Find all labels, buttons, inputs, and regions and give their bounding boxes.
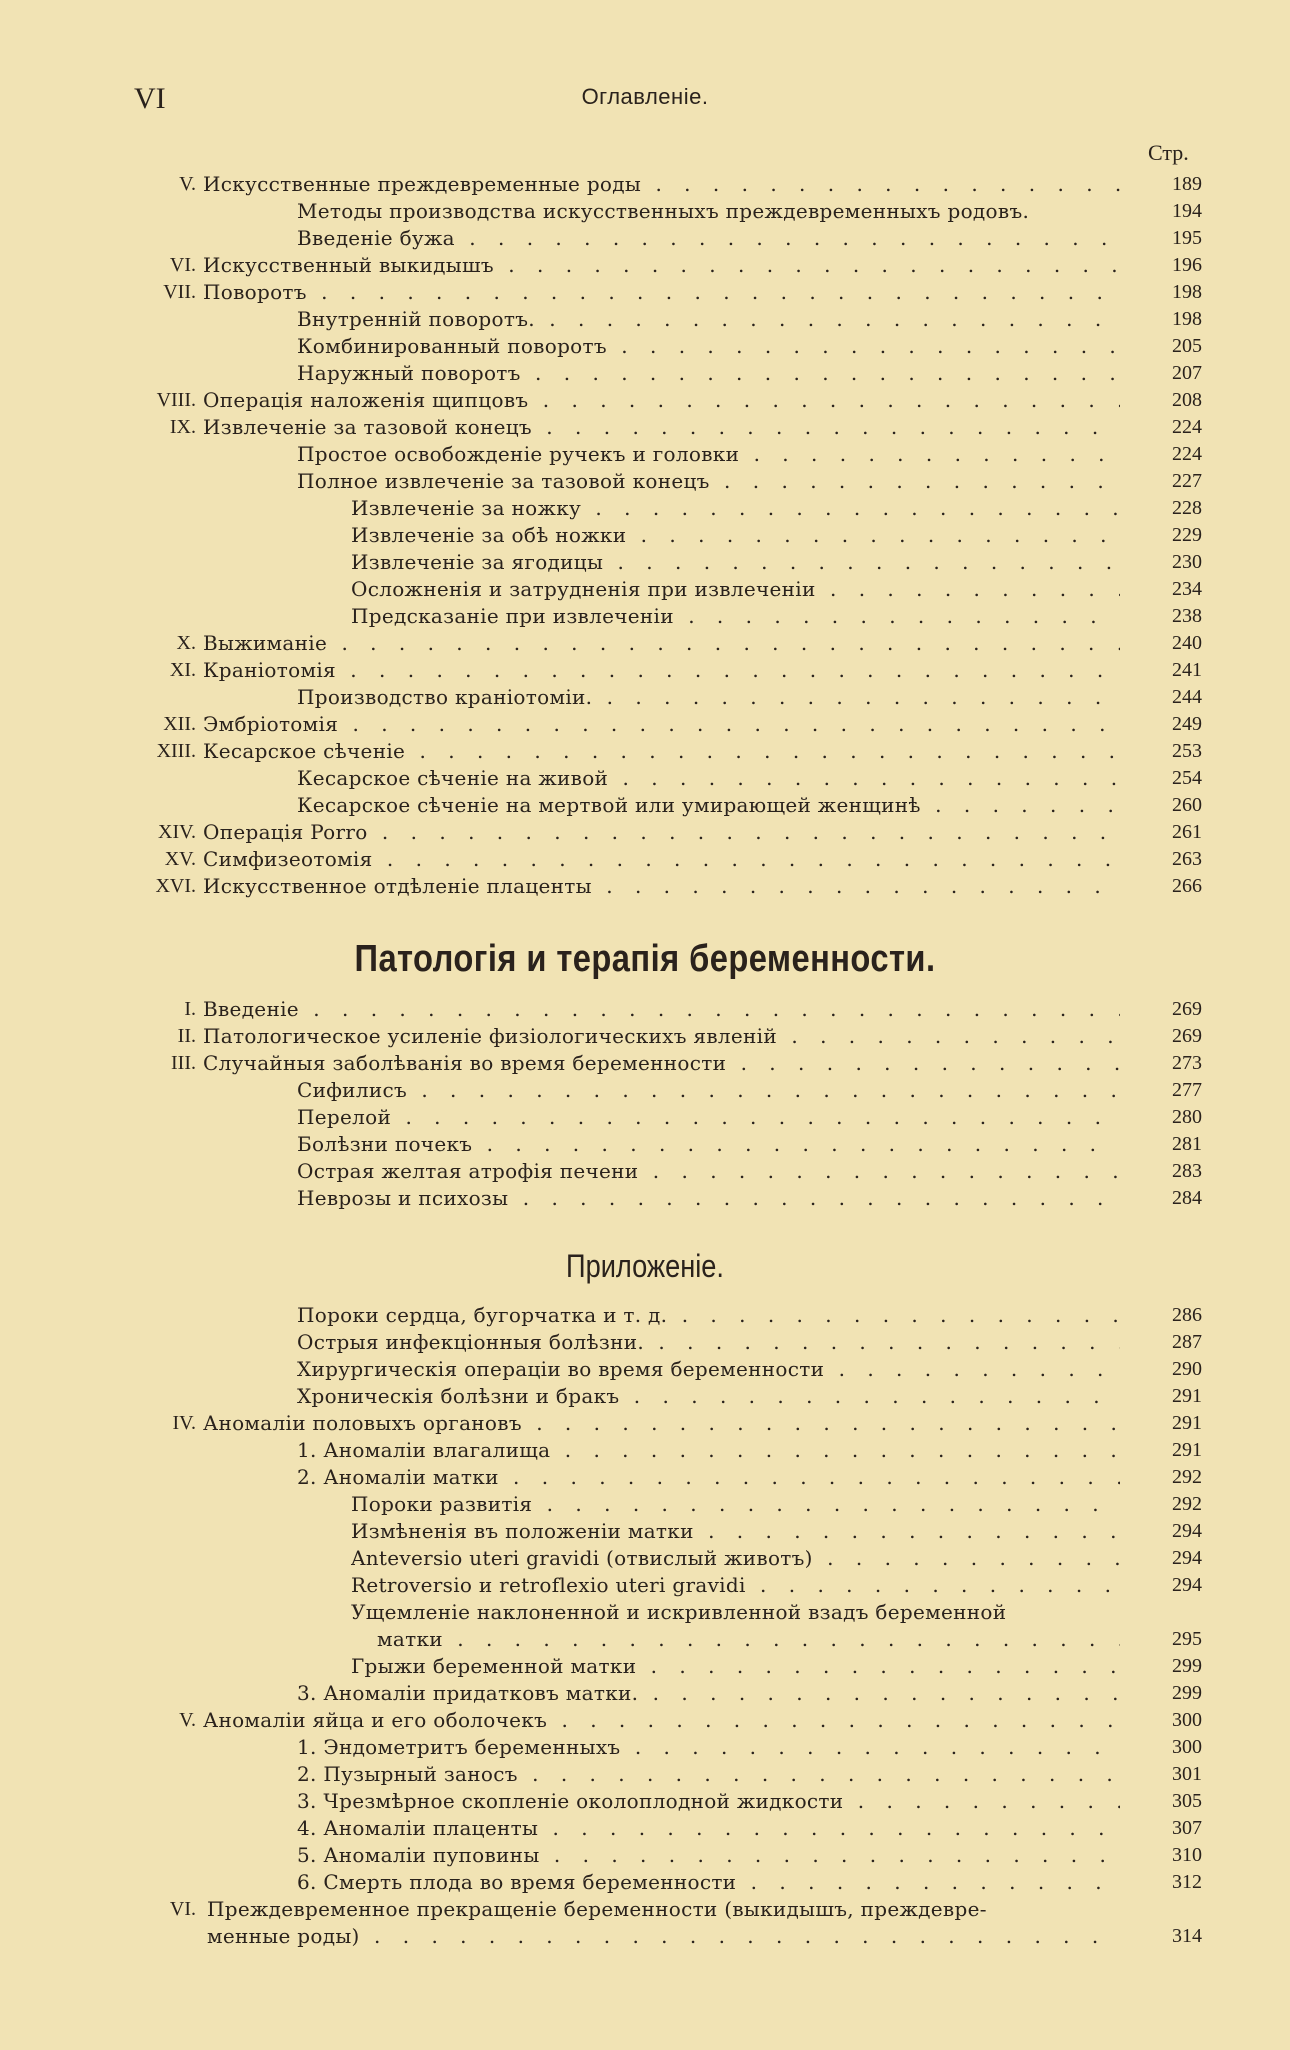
toc-row-page: 254 [1172, 767, 1202, 789]
toc-row-title: Патологическое усиленіе физіологическихъ явленій . . . [203, 1023, 1120, 1050]
toc-row [0, 1491, 1290, 1518]
toc-row-title: Болѣзни почекъ . . . [297, 1131, 1120, 1158]
toc-row [0, 1437, 1290, 1464]
toc-row [0, 792, 1290, 819]
toc-row-page: 286 [1172, 1304, 1202, 1326]
toc-row [0, 1104, 1290, 1131]
toc-row-title: Методы производства искусственныхъ преждевременныхъ родовъ. [297, 199, 1030, 223]
toc-row-page: 269 [1172, 998, 1202, 1020]
toc-row-title: Эмбріотомія . . . [203, 711, 1120, 738]
toc-row-title: 3. Аномаліи придатковъ матки. . . . [297, 1680, 1120, 1707]
toc-row [0, 711, 1290, 738]
toc-row-number: III. [171, 1052, 196, 1074]
toc-row [0, 684, 1290, 711]
toc-row-number: XI. [169, 659, 196, 681]
toc-row-title: Извлеченіе за ягодицы . . . [351, 549, 1120, 576]
toc-row [0, 441, 1290, 468]
toc-row [0, 1734, 1290, 1761]
toc-row-number: VI. [169, 1898, 196, 1920]
toc-row-page: 301 [1172, 1763, 1202, 1785]
toc-row-page: 189 [1172, 173, 1202, 195]
toc-row-page: 227 [1172, 470, 1202, 492]
toc-row-title: Внутренній поворотъ. . . . [297, 306, 1120, 333]
toc-row-page: 229 [1172, 524, 1202, 546]
toc-row-title: Острая желтая атрофія печени . . . [297, 1158, 1120, 1185]
toc-row [0, 225, 1290, 252]
toc-row-page: 198 [1172, 281, 1202, 303]
toc-row-number: XVI. [155, 875, 196, 897]
toc-row-number: I. [184, 998, 196, 1020]
toc-row-title: Грыжи беременной матки . . . [351, 1653, 1120, 1680]
toc-row-title: Осложненія и затрудненія при извлеченіи . . . [351, 576, 1120, 603]
toc-row-page: 198 [1172, 308, 1202, 330]
toc-row-title: Хроническія болѣзни и бракъ . . . [297, 1383, 1120, 1410]
toc-row-title: Аномаліи половыхъ органовъ . . . [203, 1410, 1120, 1437]
section-title-appendix: Приложеніе. [566, 1248, 724, 1284]
toc-row-page: 294 [1172, 1547, 1202, 1569]
toc-row-title: Случайныя заболѣванія во время беременности . . . [203, 1050, 1120, 1077]
toc-row-title: 2. Пузырный заносъ . . . [297, 1761, 1120, 1788]
toc-row-title: Поворотъ . . . [203, 279, 1120, 306]
toc-row [0, 1518, 1290, 1545]
toc-row-page: 263 [1172, 848, 1202, 870]
toc-row-title: Введеніе . . . [203, 996, 1120, 1023]
toc-row [0, 630, 1290, 657]
toc-row-title: Краніотомія . . . [203, 657, 1120, 684]
toc-row [0, 495, 1290, 522]
page-number: VI [134, 82, 166, 115]
toc-row-title: 2. Аномаліи матки . . . [297, 1464, 1120, 1491]
toc-row-title: 1. Аномаліи влагалища . . . [297, 1437, 1120, 1464]
toc-row-number: VII. [163, 281, 196, 303]
toc-row-title: Операція наложенія щипцовъ . . . [203, 387, 1120, 414]
toc-row-page: 196 [1172, 254, 1202, 276]
toc-row-page: 205 [1172, 335, 1202, 357]
toc-row [0, 1788, 1290, 1815]
toc-row-title: Извлеченіе за ножку . . . [351, 495, 1120, 522]
toc-row [0, 873, 1290, 900]
toc-row [0, 765, 1290, 792]
toc-row-page: 207 [1172, 362, 1202, 384]
toc-row-page: 310 [1172, 1844, 1202, 1866]
toc-row [0, 1329, 1290, 1356]
toc-row-title: Извлеченіе за тазовой конецъ . . . [203, 414, 1120, 441]
toc-row-number: II. [177, 1025, 196, 1047]
toc-row-number: XIII. [156, 740, 196, 762]
toc-row-title: 6. Смерть плода во время беременности . . . [297, 1869, 1120, 1896]
toc-row-number: IX. [169, 416, 196, 438]
toc-row [0, 1896, 1290, 1923]
toc-row-title: матки . . . [377, 1626, 1120, 1653]
toc-row-page: 241 [1172, 659, 1202, 681]
toc-row [0, 576, 1290, 603]
toc-row [0, 252, 1290, 279]
toc-row-page: 312 [1172, 1871, 1202, 1893]
toc-row-title: Измѣненія въ положеніи матки . . . [351, 1518, 1120, 1545]
toc-row [0, 1626, 1290, 1653]
toc-row-title: Искусственное отдѣленіе плаценты . . . [203, 873, 1120, 900]
toc-row-page: 290 [1172, 1358, 1202, 1380]
toc-row-title: Введеніе бужа . . . [297, 225, 1120, 252]
toc-row-page: 261 [1172, 821, 1202, 843]
toc-row [0, 1599, 1290, 1626]
toc-row-number: V. [179, 173, 196, 195]
toc-row-page: 305 [1172, 1790, 1202, 1812]
toc-row [0, 279, 1290, 306]
toc-row-title: Острыя инфекціонныя болѣзни. . . . [297, 1329, 1120, 1356]
toc-row-page: 244 [1172, 686, 1202, 708]
toc-row-title: Сифилисъ . . . [297, 1077, 1120, 1104]
toc-row-title: Неврозы и психозы . . . [297, 1185, 1120, 1212]
toc-row [0, 1302, 1290, 1329]
toc-row-page: 283 [1172, 1160, 1202, 1182]
toc-row-title: Кесарское сѣченіе на мертвой или умирающей женщинѣ . . . [297, 792, 1120, 819]
toc-row-page: 294 [1172, 1574, 1202, 1596]
toc-row-page: 234 [1172, 578, 1202, 600]
toc-row [0, 171, 1290, 198]
toc-row [0, 1680, 1290, 1707]
toc-row-page: 208 [1172, 389, 1202, 411]
toc-row [0, 306, 1290, 333]
toc-row-title: Кесарское сѣченіе на живой . . . [297, 765, 1120, 792]
page-column-label: Стр. [1148, 140, 1189, 165]
toc-row-number: X. [176, 632, 196, 654]
toc-row-title: Кесарское сѣченіе . . . [203, 738, 1120, 765]
toc-row [0, 1158, 1290, 1185]
toc-row-page: 300 [1172, 1736, 1202, 1758]
toc-row-number: XV. [164, 848, 196, 870]
toc-row [0, 1815, 1290, 1842]
toc-row-title: Полное извлеченіе за тазовой конецъ . . . [297, 468, 1120, 495]
toc-row [0, 738, 1290, 765]
toc-row-title: Извлеченіе за обѣ ножки . . . [351, 522, 1120, 549]
toc-row-number: IV. [172, 1412, 196, 1434]
toc-row [0, 1869, 1290, 1896]
toc-row-page: 195 [1172, 227, 1202, 249]
toc-row-number: XIV. [158, 821, 196, 843]
toc-row [0, 996, 1290, 1023]
toc-row-page: 294 [1172, 1520, 1202, 1542]
toc-row-title: 1. Эндометритъ беременныхъ . . . [297, 1734, 1120, 1761]
toc-row-page: 266 [1172, 875, 1202, 897]
toc-row [0, 1707, 1290, 1734]
toc-row-title: Выжиманіе . . . [203, 630, 1120, 657]
toc-row [0, 1572, 1290, 1599]
toc-row [0, 1842, 1290, 1869]
toc-row [0, 468, 1290, 495]
toc-row [0, 414, 1290, 441]
toc-row-page: 230 [1172, 551, 1202, 573]
toc-row-page: 269 [1172, 1025, 1202, 1047]
toc-row [0, 1050, 1290, 1077]
toc-row-title: Операція Porro . . . [203, 819, 1120, 846]
toc-row-number: VIII. [156, 389, 196, 411]
toc-row-page: 273 [1172, 1052, 1202, 1074]
toc-row-page: 240 [1172, 632, 1202, 654]
toc-row [0, 360, 1290, 387]
toc-row-title: Аномаліи яйца и его оболочекъ . . . [203, 1707, 1120, 1734]
toc-row-title: Искусственный выкидышъ . . . [203, 252, 1120, 279]
toc-row-number: V. [179, 1709, 196, 1731]
toc-row [0, 1077, 1290, 1104]
toc-row [0, 819, 1290, 846]
toc-row-page: 300 [1172, 1709, 1202, 1731]
toc-row-page: 284 [1172, 1187, 1202, 1209]
toc-row-title: Производство краніотоміи. . . . [297, 684, 1120, 711]
toc-row-title: Перелой . . . [297, 1104, 1120, 1131]
toc-row [0, 1131, 1290, 1158]
toc-row [0, 1023, 1290, 1050]
toc-row-title: 4. Аномаліи плаценты . . . [297, 1815, 1120, 1842]
toc-row [0, 1761, 1290, 1788]
toc-row-title: Предсказаніе при извлеченіи . . . [351, 603, 1120, 630]
toc-row-title: Наружный поворотъ . . . [297, 360, 1120, 387]
toc-row [0, 549, 1290, 576]
toc-row-page: 295 [1172, 1628, 1202, 1650]
toc-row-page: 281 [1172, 1133, 1202, 1155]
toc-row-page: 277 [1172, 1079, 1202, 1101]
toc-row-page: 260 [1172, 794, 1202, 816]
toc-row-page: 287 [1172, 1331, 1202, 1353]
toc-row-page: 194 [1172, 200, 1202, 222]
toc-row [0, 1545, 1290, 1572]
toc-row-title: Простое освобожденіе ручекъ и головки . . . [297, 441, 1120, 468]
toc-row [0, 846, 1290, 873]
toc-row-page: 314 [1172, 1925, 1202, 1947]
toc-row [0, 1464, 1290, 1491]
toc-row-page: 238 [1172, 605, 1202, 627]
toc-row [0, 333, 1290, 360]
toc-row-title: 5. Аномаліи пуповины . . . [297, 1842, 1120, 1869]
toc-row-number: XII. [163, 713, 196, 735]
toc-row-page: 291 [1172, 1439, 1202, 1461]
toc-row-page: 224 [1172, 443, 1202, 465]
toc-row [0, 1356, 1290, 1383]
toc-row-title: Anteversio uteri gravidi (отвислый животъ) . . . [351, 1545, 1120, 1572]
toc-row-page: 249 [1172, 713, 1202, 735]
toc-row-number: VI. [169, 254, 196, 276]
toc-row-page: 292 [1172, 1493, 1202, 1515]
toc-row-page: 291 [1172, 1385, 1202, 1407]
toc-row-title: Симфизеотомія . . . [203, 846, 1120, 873]
toc-row-title: Пороки развитія . . . [351, 1491, 1120, 1518]
toc-row-page: 253 [1172, 740, 1202, 762]
toc-row-title: 3. Чрезмѣрное скопленіе околоплодной жидкости . . . [297, 1788, 1120, 1815]
toc-row-title: менные роды) . . . [207, 1923, 1120, 1950]
toc-row-page: 307 [1172, 1817, 1202, 1839]
toc-row [0, 198, 1290, 225]
toc-row [0, 1383, 1290, 1410]
toc-row-page: 291 [1172, 1412, 1202, 1434]
toc-row [0, 1410, 1290, 1437]
toc-row [0, 1923, 1290, 1950]
toc-row-page: 228 [1172, 497, 1202, 519]
toc-row [0, 1653, 1290, 1680]
toc-row-title: Преждевременное прекращеніе беременности (выкидышъ, преждевре- [207, 1897, 987, 1921]
toc-row-title: Комбинированный поворотъ . . . [297, 333, 1120, 360]
toc-row-page: 299 [1172, 1682, 1202, 1704]
toc-row-page: 292 [1172, 1466, 1202, 1488]
toc-row [0, 387, 1290, 414]
toc-row-title: Ущемленіе наклоненной и искривленной взадъ беременной [351, 1600, 1007, 1624]
toc-row-title: Искусственные преждевременные роды . . . [203, 171, 1120, 198]
toc-row [0, 657, 1290, 684]
page-header-title: Оглавленіе. [581, 84, 709, 109]
toc-row-title: Пороки сердца, бугорчатка и т. д. . . . [297, 1302, 1120, 1329]
toc-row-title: Хирургическія операціи во время беременности . . . [297, 1356, 1120, 1383]
toc-row [0, 522, 1290, 549]
toc-row-page: 280 [1172, 1106, 1202, 1128]
toc-row-page: 224 [1172, 416, 1202, 438]
section-title-pathology: Патологія и терапія беременности. [354, 938, 936, 980]
toc-row [0, 603, 1290, 630]
toc-row-page: 299 [1172, 1655, 1202, 1677]
toc-row [0, 1185, 1290, 1212]
toc-row-title: Retroversio и retroflexio uteri gravidi . . . [351, 1572, 1120, 1599]
